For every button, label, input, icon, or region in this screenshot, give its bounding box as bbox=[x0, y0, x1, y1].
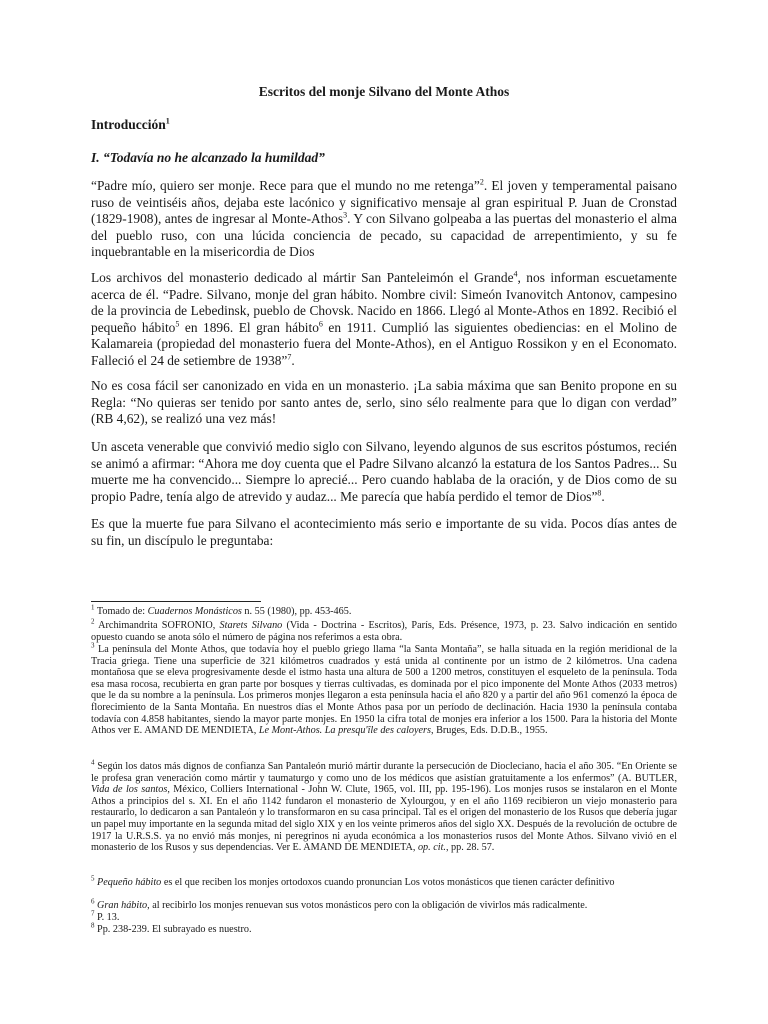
footnote-number: 7 bbox=[91, 909, 95, 918]
text: . bbox=[291, 352, 295, 368]
text: en 1911. Cumplió las siguientes obediencias: en el Molino de Kalamareia (propiedad del monasterio fuera del Monte-Athos), en el Antiguo Rossikon y en el Economato. Falleció el 24 de setiembre de 1938” bbox=[91, 319, 677, 368]
paragraph-3: No es cosa fácil ser canonizado en vida en un monasterio. ¡La sabia máxima que san Benito propone en su Regla: “No quieras ser tenido por santo antes de, serlo, sino sélo realmente para que lo digan con verdad” (RB 4,62), se realizó una vez más! bbox=[91, 378, 677, 427]
footnote-number: 1 bbox=[91, 603, 95, 612]
text: en 1896. El gran hábito bbox=[179, 319, 319, 335]
text: . Y con Silvano golpeaba a las puertas del monasterio el alma del pueblo ruso, con una lúcida conciencia de pecado, su capacidad de arrepentimiento, y su fe inquebrantable en la misericordia de Dios bbox=[91, 211, 677, 260]
text: . bbox=[601, 488, 605, 504]
document-title: Escritos del monje Silvano del Monte Athos bbox=[258, 84, 510, 99]
paragraph-1 bbox=[91, 178, 677, 261]
text: Cuadernos Monásticos bbox=[147, 606, 242, 617]
text: Vida de los santos bbox=[91, 784, 168, 796]
text: , Bruges, Eds. D.D.B., 1955. bbox=[430, 725, 548, 737]
text: Según los datos más dignos de confianza San Pantaleón murió mártir durante la persecución de Diocleciano, hacia el año 305. “En Oriente se le profesa gran veneración como mártir y taumaturgo y como uno de los médicos que asistían gratuitamente a los enfermos” (A. BUTLER, bbox=[91, 761, 677, 784]
text: La península del Monte Athos, que todavía hoy el pueblo griego llama “la Santa Montaña”, se halla situada en la región meridional de la Tracia griega. Tiene una superficie de 321 kilómetros cuadrados y está unida al continente por un istmo de 2 kilómetros. Una cadena montañosa que se eleva progresivamente desde el istmo hasta una altura de 500 a 1200 metros, constituyen el esqueleto de la península. Toda esa masa rocosa, recubierta en gran parte por bosques y tierras cultivadas, es dominada por el pico imponente del Monte Athos (2033 metros) que le da su nombre a la península. Los primeros monjes llegaron a esta península hacia el año 820 y a partir del año 961 comenzó la época de florecimiento de la Santa Montaña. En nuestros días el Monte Athos pasa por un período de declinación. Hacia 1930 la península contaba todavía con 4.858 habitantes, siendo la mayor parte monjes. En 1950 la cifra total de monjes era inferior a los 1500. Para la historia del Monte Athos ver E. AMAND DE MENDIETA, bbox=[91, 644, 677, 737]
footnote-6 bbox=[91, 897, 677, 912]
footnote-5 bbox=[91, 874, 677, 889]
footnote-2 bbox=[91, 617, 678, 643]
footnote-ref: 6 bbox=[318, 319, 323, 329]
footnote-number: 5 bbox=[91, 874, 95, 883]
text: , pp. 28. 57. bbox=[445, 842, 495, 854]
text: n. 55 (1980), pp. 453-465. bbox=[241, 606, 352, 617]
footnote-7 bbox=[91, 909, 677, 924]
footnote-number: 8 bbox=[91, 921, 95, 930]
text: op. cit. bbox=[417, 842, 446, 854]
footnote-3 bbox=[91, 641, 677, 737]
text: Pp. 238-239. El subrayado es nuestro. bbox=[94, 924, 252, 935]
footnote-ref: 2 bbox=[479, 177, 484, 187]
text: Un asceta venerable que convivió medio siglo con Silvano, leyendo algunos de sus escritos póstumos, recién se animó a afirmar: “Ahora me doy cuenta que el Padre Silvano alcanzó la estatura de los Santos Padres... Su muerte me ha convencido... Siempre lo aprecié... Pero cuando hablaba de la oración, y de Dios como de su propio Padre, tenía algo de atrevido y audaz... Me parecía que había perdido el temor de Dios” bbox=[91, 439, 677, 504]
footnote-ref: 7 bbox=[287, 352, 292, 362]
footnote-number: 3 bbox=[91, 641, 95, 650]
paragraph-5: Es que la muerte fue para Silvano el acontecimiento más serio e importante de su vida. Pocos días antes de su fin, un discípulo le preguntaba: bbox=[91, 516, 677, 548]
text: “Padre mío, quiero ser monje. Rece para que el mundo no me retenga” bbox=[91, 178, 480, 193]
text: , nos informan escuetamente acerca de él. “Padre. Silvano, monje del gran hábito. Nombre civil: Simeón Ivanovitch Antonov, campesino de la provincia de Lebedinsk, pueblo de Chovsk. Nacido en 1866. Llegó al Monte-Athos en 1892. Recibió el pequeño hábito bbox=[91, 270, 677, 335]
footnote-number: 2 bbox=[91, 617, 95, 626]
footnote-ref: 1 bbox=[165, 116, 170, 126]
paragraph-2 bbox=[91, 270, 677, 370]
footnote-8 bbox=[91, 921, 677, 936]
footnote-ref: 3 bbox=[343, 210, 348, 220]
text: Los archivos del monasterio dedicado al mártir San Panteleimón el Grande bbox=[91, 270, 514, 285]
footnote-1 bbox=[91, 603, 677, 618]
intro-heading bbox=[91, 117, 170, 133]
paragraph-4 bbox=[91, 439, 677, 505]
text: Pequeño hábito bbox=[97, 877, 162, 888]
footnote-ref: 8 bbox=[597, 488, 602, 498]
text: Starets Silvano bbox=[219, 620, 283, 631]
text: (Vida - Doctrina - Escritos), París, Eds. Présence, 1973, p. 23. Salvo indicación en sentido opuesto cuando se anota sólo el número de página nos referimos a esta obra. bbox=[91, 620, 678, 643]
footnote-ref: 4 bbox=[513, 269, 518, 279]
text: , al recibirlo los monjes renuevan sus votos monásticos pero con la obligación de vivirlos más radicalmente. bbox=[147, 900, 588, 911]
text: P. 13. bbox=[94, 912, 120, 923]
footnote-number: 6 bbox=[91, 897, 95, 906]
text: , México, Colliers International - John W. Clute, 1965, vol. III, pp. 195-196). Los monjes rusos se instalaron en el Monte Athos a principios del s. XI. En el año 1142 fundaron el monasterio de Xylourgou, y en el año 1169 recibieron un viejo monasterio para restaurarlo, lo dedicaron a san Pantaleón y lo transformaron en su casa principal. Tal es el origen del monasterio de los Rusos que debería jugar un papel muy importante en la segunda mitad del siglo XIX y en los veinte primeros años del siglo XX. Después de la revolución de octubre de 1917 la U.R.S.S. ya no envió más monjes, ni peregrinos ni ayuda económica a los monasterios rusos del Monte Athos. Silvano vivió en el monasterio de los Rusos y sus dependencias. Ver E. AMAND DE MENDIETA, bbox=[91, 784, 678, 854]
text: Le Mont-Athos. La presqu'île des caloyers bbox=[258, 725, 431, 737]
footnote-4 bbox=[91, 758, 678, 854]
footnote-number: 4 bbox=[91, 758, 95, 767]
footnote-ref: 5 bbox=[175, 319, 180, 329]
text: Archimandrita SOFRONIO, bbox=[94, 620, 220, 631]
intro-label: Introducción bbox=[91, 117, 166, 132]
text: Tomado de: bbox=[94, 606, 148, 617]
footnote-separator bbox=[91, 601, 261, 602]
text: es el que reciben los monjes ortodoxos cuando pronuncian Los votos monásticos que tienen carácter definitivo bbox=[161, 877, 615, 888]
section-heading: I. “Todavía no he alcanzado la humildad” bbox=[91, 150, 325, 165]
text: Gran hábito bbox=[97, 900, 148, 911]
text: . El joven y temperamental paisano ruso de veintiséis años, dejaba este lacónico y significativo mensaje al gran espiritual P. Juan de Cronstad (1829-1908), antes de ingresar al Monte-Athos bbox=[91, 178, 677, 227]
